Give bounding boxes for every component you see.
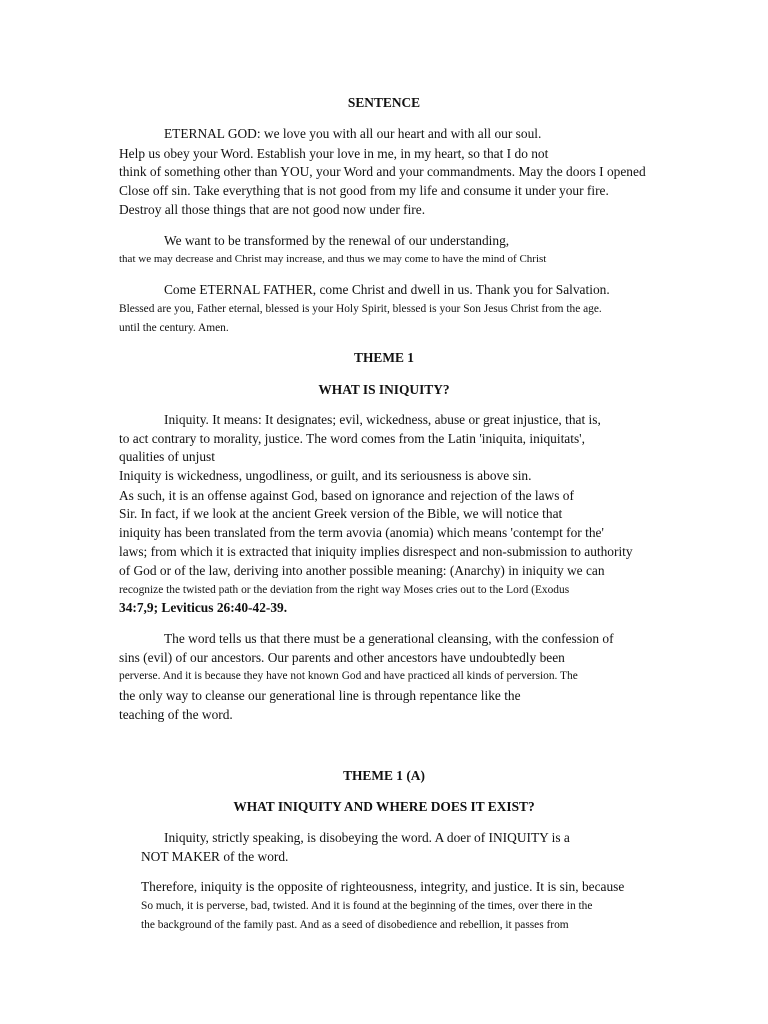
text-line: Come ETERNAL FATHER, come Christ and dwell in us. Thank you for Salvation.: [164, 282, 610, 297]
text-line: Help us obey your Word. Establish your love in me, in my heart, so that I do not: [119, 146, 549, 161]
text-line: We want to be transformed by the renewal of our understanding,: [164, 233, 510, 248]
text-line: Close off sin. Take everything that is not good from my life and consume it under your fire.: [119, 183, 609, 198]
text-line: So much, it is perverse, bad, twisted. And it is found at the beginning of the times, over there in the: [141, 900, 593, 912]
text-line: Iniquity, strictly speaking, is disobeying the word. A doer of INIQUITY is a: [164, 830, 570, 845]
text-line: that we may decrease and Christ may increase, and thus we may come to have the mind of Christ: [119, 253, 547, 265]
text-line: recognize the twisted path or the deviation from the right way Moses cries out to the Lord (Exodus: [119, 584, 570, 596]
text-line: Therefore, iniquity is the opposite of righteousness, integrity, and justice. It is sin, because: [141, 879, 625, 894]
text-line: the background of the family past. And as a seed of disobedience and rebellion, it passes from: [141, 919, 569, 931]
text-line: Iniquity. It means: It designates; evil, wickedness, abuse or great injustice, that is,: [164, 412, 601, 427]
text-line: laws; from which it is extracted that iniquity implies disrespect and non-submission to authority: [119, 544, 633, 559]
text-line: sins (evil) of our ancestors. Our parents and other ancestors have undoubtedly been: [119, 650, 565, 665]
text-line: of God or of the law, deriving into another possible meaning: (Anarchy) in iniquity we can: [119, 563, 605, 578]
text-line: the only way to cleanse our generational line is through repentance like the: [119, 688, 521, 703]
section-heading-theme-1a: THEME 1 (A): [343, 768, 425, 783]
section-heading-sentence: SENTENCE: [347, 95, 421, 110]
text-line: Destroy all those things that are not good now under fire.: [119, 202, 426, 217]
text-line: qualities of unjust: [119, 449, 215, 464]
text-line: to act contrary to morality, justice. The word comes from the Latin 'iniquita, iniquitats',: [119, 431, 585, 446]
text-line: think of something other than YOU, your Word and your commandments. May the doors I opened: [119, 164, 646, 179]
scripture-reference: 34:7,9; Leviticus 26:40-42-39.: [119, 600, 288, 615]
text-line: NOT MAKER of the word.: [141, 849, 289, 864]
text-line: Iniquity is wickedness, ungodliness, or guilt, and its seriousness is above sin.: [119, 468, 532, 483]
text-line: The word tells us that there must be a generational cleansing, with the confession of: [164, 631, 614, 646]
section-subheading-where-does-it-exist: WHAT INIQUITY AND WHERE DOES IT EXIST?: [233, 799, 535, 814]
text-line: ETERNAL GOD: we love you with all our heart and with all our soul.: [164, 126, 542, 141]
text-line: iniquity has been translated from the term avovia (anomia) which means 'contempt for the': [119, 525, 604, 540]
text-line: perverse. And it is because they have not known God and have practiced all kinds of perversion. The: [119, 670, 578, 682]
text-line: As such, it is an offense against God, based on ignorance and rejection of the laws of: [119, 488, 574, 503]
text-line: Blessed are you, Father eternal, blessed is your Holy Spirit, blessed is your Son Jesus Christ from the age.: [119, 303, 602, 315]
section-heading-theme-1: THEME 1: [354, 350, 414, 365]
section-subheading-what-is-iniquity: WHAT IS INIQUITY?: [318, 382, 450, 397]
text-line: Sir. In fact, if we look at the ancient Greek version of the Bible, we will notice that: [119, 506, 563, 521]
text-line: until the century. Amen.: [119, 322, 229, 334]
text-line: teaching of the word.: [119, 707, 233, 722]
